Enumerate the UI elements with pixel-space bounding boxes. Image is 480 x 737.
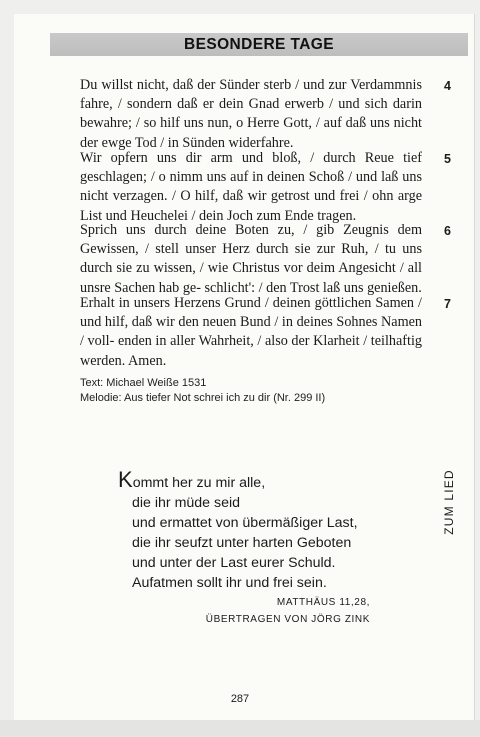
- verse-line: schlicht': / den Trost laß uns genießen.: [204, 279, 422, 296]
- verse-line: o nimm uns auf in deinen Schoß / und laß uns nicht verzagen. /: [80, 169, 422, 205]
- quote-line: und unter der Last eurer Schuld.: [132, 555, 336, 572]
- quote-line: und ermattet von übermäßiger Last,: [132, 515, 358, 532]
- side-label: [440, 468, 458, 536]
- drop-cap: K: [118, 467, 133, 492]
- section-header: [50, 33, 468, 56]
- verse-line: dein Joch zum Ende tragen.: [199, 207, 357, 224]
- verse-stanza: [80, 149, 422, 226]
- section-title: BESONDERE TAGE: [184, 36, 334, 53]
- verse-line: bewahre; / so hilf uns nun, o Herre Gott, / auf daß uns nicht: [80, 115, 422, 132]
- verse-line: stell unser Herz durch sie zur Ruh, / tu uns durch sie zu wissen, /: [80, 241, 423, 277]
- page-edge: [0, 720, 480, 737]
- quote-line: die ihr seufzt unter harten Geboten: [132, 535, 352, 552]
- verse-stanza: [80, 294, 422, 371]
- verse-line: der ewge Tod / in Sünden widerfahre.: [80, 134, 294, 151]
- verse-line: Erhalt in unsers Herzens Grund / deinen göttlichen Samen / und: [80, 295, 422, 331]
- verse-line: wie Christus vor deim Angesicht / all unsre Sachen hab ge-: [80, 260, 422, 296]
- quote-first-line: ommt her zu mir alle,: [132, 475, 266, 491]
- text-credit: Text: Michael Weiße 1531: [80, 377, 207, 389]
- verse-number: 4: [444, 79, 451, 93]
- verse-line: fahre, / sondern daß er dein Gnad erwerb / und sich darin: [80, 96, 422, 113]
- verse-line: Du willst nicht, daß der Sünder sterb / und zur Verdammnis: [80, 77, 422, 93]
- scripture-quote: [118, 467, 380, 628]
- side-label-text: ZUM LIED: [442, 469, 456, 535]
- verse-line: werden. Amen.: [80, 352, 167, 369]
- page-number: 287: [230, 693, 250, 705]
- verse-number: 5: [444, 152, 451, 166]
- verse-number: 6: [444, 224, 451, 238]
- verse-line: enden in aller Wahrheit, / also der Klarheit / teilhaftig: [117, 333, 422, 350]
- melody-credit: Melodie: Aus tiefer Not schrei ich zu dir (Nr. 299 II): [80, 391, 326, 404]
- quote-line: die ihr müde seid: [132, 495, 241, 512]
- verse-line: hilf, daß wir den neuen Bund / in deines Sohnes Namen / voll-: [80, 314, 423, 350]
- quote-line: Aufatmen sollt ihr und frei sein.: [132, 575, 327, 592]
- verse-line: Wir opfern uns dir arm und bloß, / durch Reue tief geschlagen; /: [80, 150, 422, 186]
- quote-translator: ÜBERTRAGEN VON JÖRG ZINK: [205, 613, 370, 625]
- verse-line: O hilf, daß wir getrost und frei / ohn arge List und Heuchelei /: [80, 188, 423, 224]
- verse-stanza: [80, 76, 422, 153]
- verse-line: Sprich uns durch deine Boten zu, / gib Zeugnis dem Gewissen, /: [80, 222, 422, 258]
- quote-source: MATTHÄUS 11,28,: [276, 596, 370, 608]
- hymn-credits: [80, 376, 440, 405]
- quote-line: [118, 467, 380, 493]
- verse-number: 7: [444, 297, 451, 311]
- verse-stanza: [80, 221, 422, 298]
